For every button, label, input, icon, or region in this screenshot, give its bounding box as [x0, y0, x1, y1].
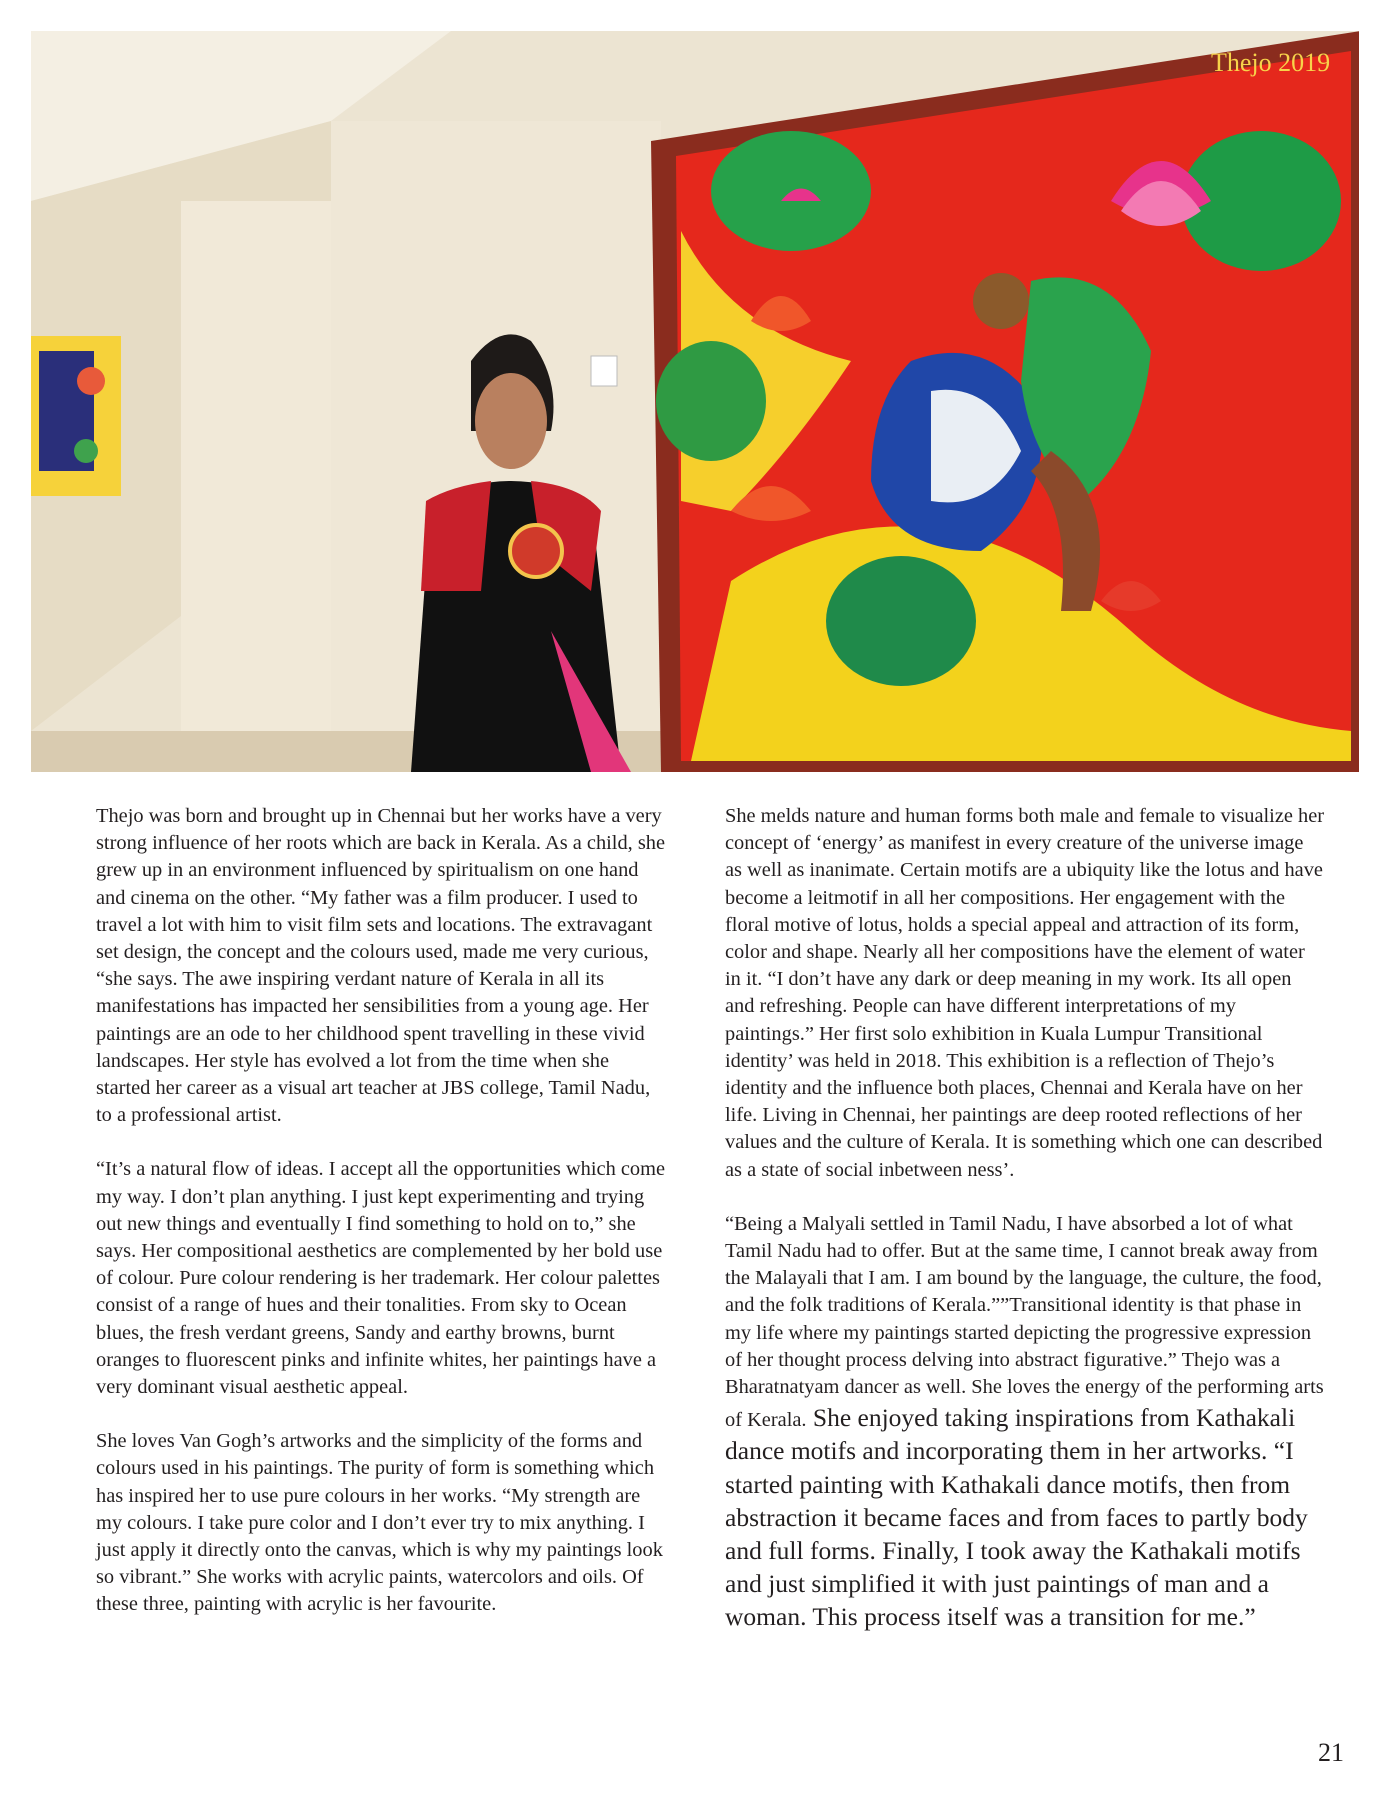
article-photo [31, 31, 1359, 772]
left-paragraph-3: She loves Van Gogh’s artworks and the simplicity of the forms and colours used in his paintings. The purity of form is something which has inspired her to use pure colours in her works. “My strength are my colours. I take pure color and I don’t ever try to mix anything. I just apply it directly onto the canvas, which is why my paintings look so vibrant.” She works with acrylic paints, watercolors and oils. Of these three, painting with acrylic is her favourite. [96, 1430, 663, 1616]
left-paragraph-2: “It’s a natural flow of ideas. I accept all the opportunities which come my way. I don’t plan anything. I just kept experimenting and trying out new things and eventually I find something to hold on to,” she says. Her compositional aesthetics are complemented by her bold use of colour. Pure colour rendering is her trademark. Her colour palettes consist of a range of hues and their tonalities. From sky to Ocean blues, the fresh verdant greens, Sandy and earthy browns, burnt oranges to fluorescent pinks and infinite whites, her paintings have a very dominant visual aesthetic appeal. [96, 1158, 666, 1399]
page-number: 21 [1318, 1738, 1344, 1767]
right-paragraph-2-large-quote: She enjoyed taking inspirations from Kathakali dance motifs and incorporating them in her artworks. “I started painting with Kathakali dance motifs, then from abstraction it became faces and from faces to partly body and full forms. Finally, I took away the Kathakali motifs and just simplified it with just paintings of man and a woman. This process itself was a transition for me.” [725, 1403, 1308, 1632]
right-paragraph-1: She melds nature and human forms both male and female to visualize her concept of ‘energy’ as manifest in every creature of the universe image as well as inanimate. Certain motifs are a ubiquity like the lotus and have become a leitmotif in all her compositions. Her engagement with the floral motive of lotus, holds a special appeal and attraction of its form, color and shape. Nearly all her compositions have the element of water in it. “I don’t have any dark or deep meaning in my work. Its all open and refreshing. People can have different interpretations of my paintings.” Her first solo exhibition in Kuala Lumpur Transitional identity’ was held in 2018. This exhibition is a reflection of Thejo’s identity and the influence both places, Chennai and Kerala have on her life. Living in Chennai, her paintings are deep rooted reflections of her values and the culture of Kerala. It is something which one can described as a state of social inbetween ness’. [725, 805, 1325, 1181]
right-paragraph-2 [725, 1211, 1325, 1634]
photo-artwork [31, 31, 1359, 772]
painting-signature: Thejo 2019 [1211, 48, 1331, 77]
right-column [725, 803, 1325, 1661]
left-column [96, 803, 666, 1646]
left-paragraph-1: Thejo was born and brought up in Chennai but her works have a very strong influence of her roots which are back in Kerala. As a child, she grew up in an environment influenced by spiritualism on one hand and cinema on the other. “My father was a film producer. I used to travel a lot with him to visit film sets and locations. The extravagant set design, the concept and the colours used, made me very curious, “she says. The awe inspiring verdant nature of Kerala in all its manifestations has impacted her sensibilities from a young age. Her paintings are an ode to her childhood spent travelling in these vivid landscapes. Her style has evolved a lot from the time when she started her career as a visual art teacher at JBS college, Tamil Nadu, to a professional artist. [96, 805, 666, 1127]
right-paragraph-2-body: “Being a Malyali settled in Tamil Nadu, I have absorbed a lot of what Tamil Nadu had to offer. But at the same time, I cannot break away from the Malayali that I am. I am bound by the language, the culture, the food, and the folk traditions of Kerala.””Transitional identity is that phase in my life where my paintings started depicting the progressive expression of her thought process delving into abstract figurative.” Thejo was a Bharatnatyam dancer as well. She loves the energy of the performing arts of Kerala. [725, 1212, 1324, 1432]
